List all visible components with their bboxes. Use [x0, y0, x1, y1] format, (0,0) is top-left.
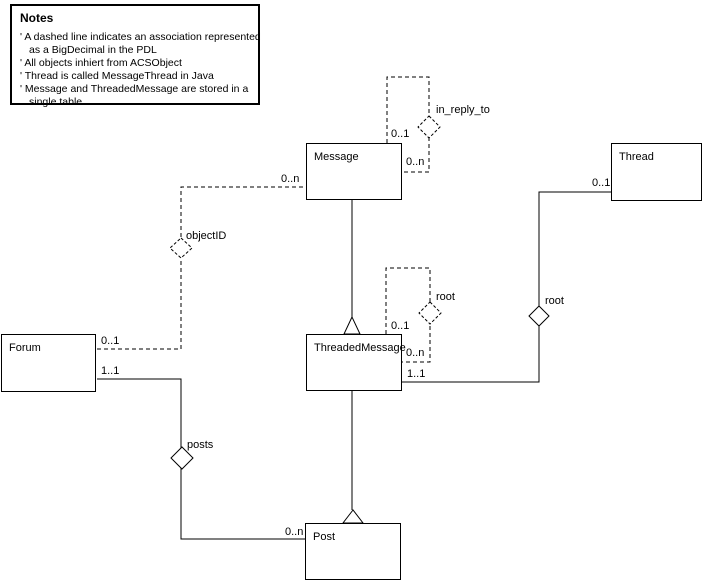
objectid-label: objectID — [186, 230, 227, 242]
multiplicity-message-objectid: 0..n — [281, 173, 300, 185]
multiplicity-threadedmessage-rootself-side: 0..n — [406, 347, 425, 359]
entity-message-label: Message — [314, 151, 359, 163]
multiplicity-forum-posts: 1..1 — [101, 365, 120, 377]
in-reply-to-diamond-icon — [418, 116, 440, 138]
posts-association-line — [97, 379, 305, 539]
multiplicity-message-inreplyto-side: 0..n — [406, 156, 425, 168]
notes-list — [20, 31, 261, 109]
note-item: ' A dashed line indicates an association represented as a BigDecimal in the PDL — [20, 31, 261, 56]
multiplicity-thread-root: 0..1 — [592, 177, 611, 189]
objectid-association-line — [97, 187, 306, 349]
posts-label: posts — [187, 439, 214, 451]
in-reply-to-label: in_reply_to — [436, 104, 490, 116]
entity-thread — [611, 143, 702, 201]
multiplicity-forum-objectid: 0..1 — [101, 335, 120, 347]
entity-forum — [1, 334, 96, 392]
root-self-label: root — [436, 291, 455, 303]
threadedmessage-generalization-triangle-icon — [344, 317, 360, 334]
entity-post — [305, 523, 401, 580]
multiplicity-message-inreplyto-top: 0..1 — [391, 128, 410, 140]
note-item: ' Thread is called MessageThread in Java — [20, 70, 214, 82]
entity-post-label: Post — [313, 531, 336, 543]
notes-title: Notes — [20, 11, 54, 25]
root-self-diamond-icon — [419, 302, 441, 324]
root-thread-association-line — [402, 192, 611, 382]
post-generalization-triangle-icon — [343, 510, 363, 523]
note-item: ' All objects inhiert from ACSObject — [20, 57, 182, 69]
multiplicity-threadedmessage-root: 1..1 — [407, 368, 426, 380]
entity-threaded-message — [306, 334, 406, 391]
multiplicity-post-posts: 0..n — [285, 526, 304, 538]
multiplicity-threadedmessage-rootself-top: 0..1 — [391, 320, 410, 332]
entity-forum-label: Forum — [9, 342, 41, 354]
notes-box — [10, 4, 261, 108]
entity-thread-label: Thread — [619, 151, 654, 163]
entity-threaded-message-label: ThreadedMessage — [314, 342, 406, 354]
root-thread-label: root — [545, 295, 564, 307]
root-thread-diamond-icon — [529, 306, 549, 326]
note-item: ' Message and ThreadedMessage are stored in a single table — [20, 83, 249, 108]
entity-message — [306, 143, 402, 200]
